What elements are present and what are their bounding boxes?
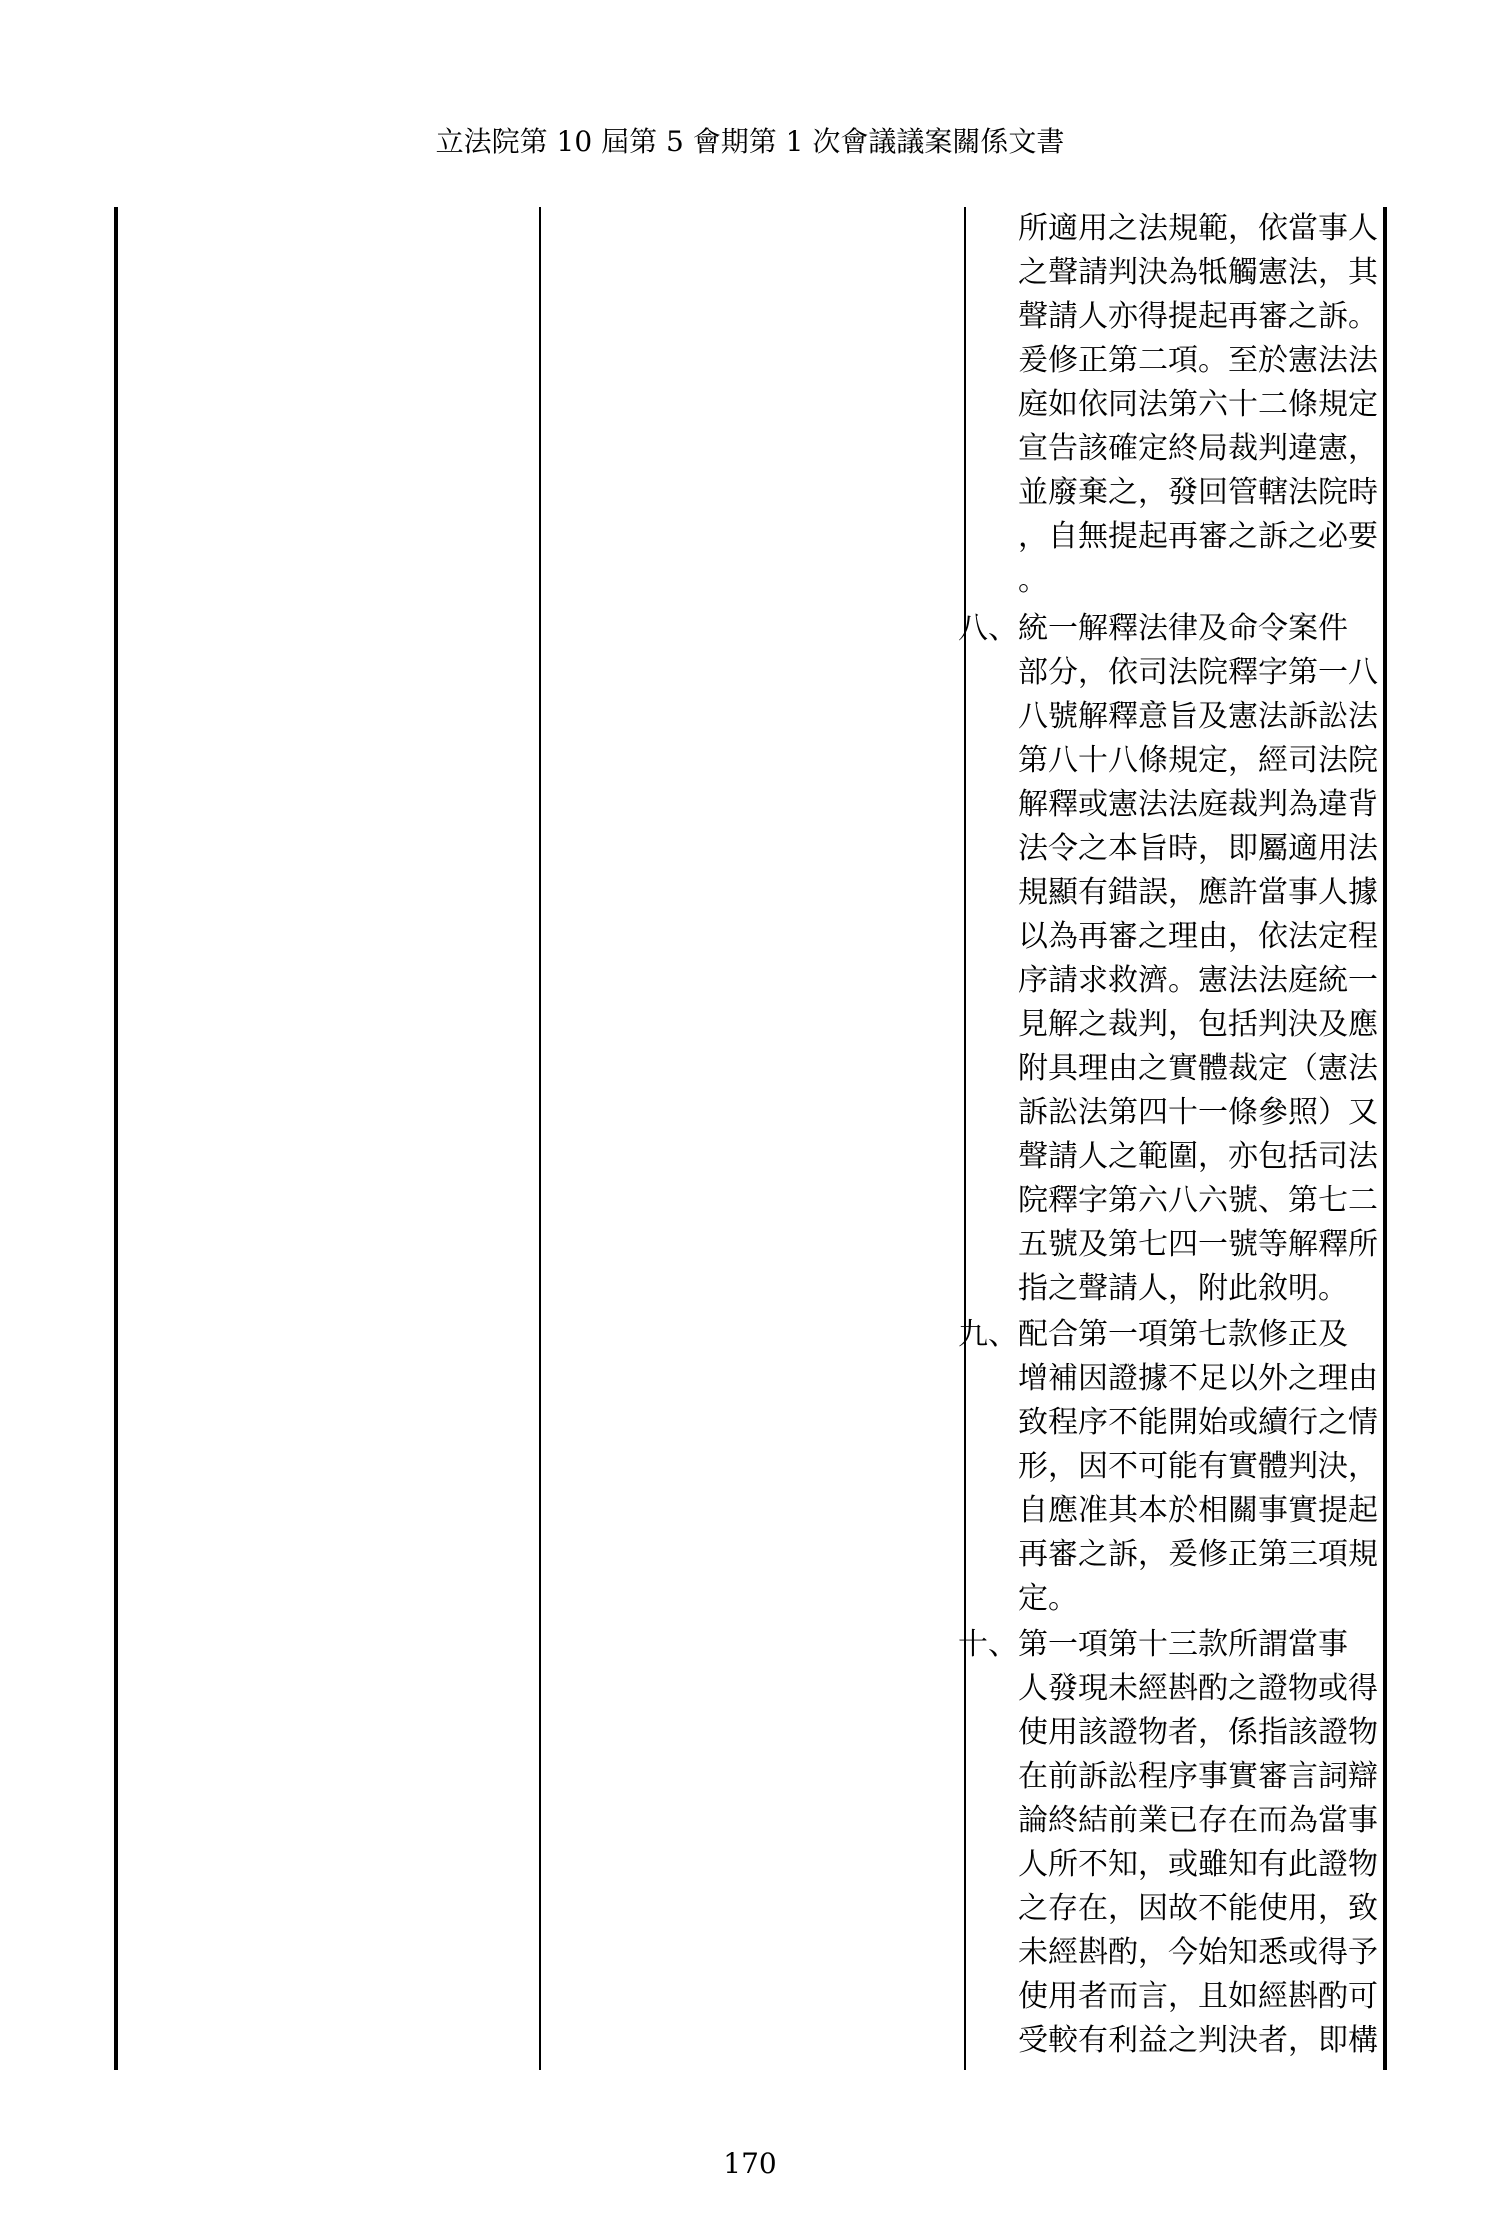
text-line: 法令之本旨時，即屬適用法 [1018,831,1378,866]
text-line: ，自無提起再審之訴之必要 [1018,519,1378,554]
text-line: 致程序不能開始或續行之情 [1018,1405,1378,1440]
text-line: 配合第一項第七款修正及 [1018,1317,1348,1352]
text-line: 附具理由之實體裁定（憲法 [1018,1051,1378,1086]
item-number: 九、 [958,1317,1018,1352]
text-line: 形，因不可能有實體判決， [1018,1449,1378,1484]
table-border-left [114,207,118,2070]
text-line: 爰修正第二項。至於憲法法 [1018,343,1378,378]
text-line: 所適用之法規範，依當事人 [1018,211,1378,246]
text-line: 定。 [1018,1581,1078,1616]
text-line: 院釋字第六八六號、第七二 [1018,1183,1378,1218]
text-line: 庭如依同法第六十二條規定 [1018,387,1378,422]
text-line: 指之聲請人，附此敘明。 [1018,1271,1348,1306]
explanation-item [958,607,1378,1311]
text-line: 序請求救濟。憲法法庭統一 [1018,963,1378,998]
text-line: 宣告該確定終局裁判違憲， [1018,431,1378,466]
text-line: 見解之裁判，包括判決及應 [1018,1007,1378,1042]
text-line: 五號及第七四一號等解釋所 [1018,1227,1378,1262]
text-line: 人所不知，或雖知有此證物 [1018,1847,1378,1882]
page-number: 170 [723,2147,777,2180]
text-line: 使用者而言，且如經斟酌可 [1018,1979,1378,2014]
explanation-item [958,1313,1378,1621]
text-line: 論終結前業已存在而為當事 [1018,1803,1378,1838]
text-line: 使用該證物者，係指該證物 [1018,1715,1378,1750]
comparison-table [114,207,1387,2070]
text-line: 再審之訴，爰修正第三項規 [1018,1537,1378,1572]
text-line: 解釋或憲法法庭裁判為違背 [1018,787,1378,822]
text-line: 第八十八條規定，經司法院 [1018,743,1378,778]
text-line: 未經斟酌，今始知悉或得予 [1018,1935,1378,1970]
table-divider-2 [964,207,966,2070]
item-number: 八、 [958,611,1018,646]
text-line: 。 [1018,563,1048,598]
text-line: 統一解釋法律及命令案件 [1018,611,1348,646]
text-line: 在前訴訟程序事實審言詞辯 [1018,1759,1378,1794]
item-number: 十、 [958,1627,1018,1662]
text-line: 聲請人之範圍，亦包括司法 [1018,1139,1378,1174]
continuation-paragraph [978,207,1378,603]
table-divider-1 [539,207,541,2070]
table-border-right [1383,207,1387,2070]
explanation-items [958,607,1378,2063]
text-line: 之存在，因故不能使用，致 [1018,1891,1378,1926]
text-line: 受較有利益之判決者，即構 [1018,2023,1378,2058]
text-line: 規顯有錯誤，應許當事人據 [1018,875,1378,910]
text-line: 自應准其本於相關事實提起 [1018,1493,1378,1528]
text-line: 八號解釋意旨及憲法訴訟法 [1018,699,1378,734]
text-line: 增補因證據不足以外之理由 [1018,1361,1378,1396]
text-line: 人發現未經斟酌之證物或得 [1018,1671,1378,1706]
text-line: 之聲請判決為牴觸憲法，其 [1018,255,1378,290]
text-line: 訴訟法第四十一條參照）又 [1018,1095,1378,1130]
text-line: 並廢棄之，發回管轄法院時 [1018,475,1378,510]
explanation-column [958,207,1378,2063]
text-line: 聲請人亦得提起再審之訴。 [1018,299,1378,334]
text-line: 第一項第十三款所謂當事 [1018,1627,1348,1662]
explanation-item [958,1623,1378,2063]
text-line: 以為再審之理由，依法定程 [1018,919,1378,954]
page-header: 立法院第 10 屆第 5 會期第 1 次會議議案關係文書 [435,125,1065,158]
text-line: 部分，依司法院釋字第一八 [1018,655,1378,690]
